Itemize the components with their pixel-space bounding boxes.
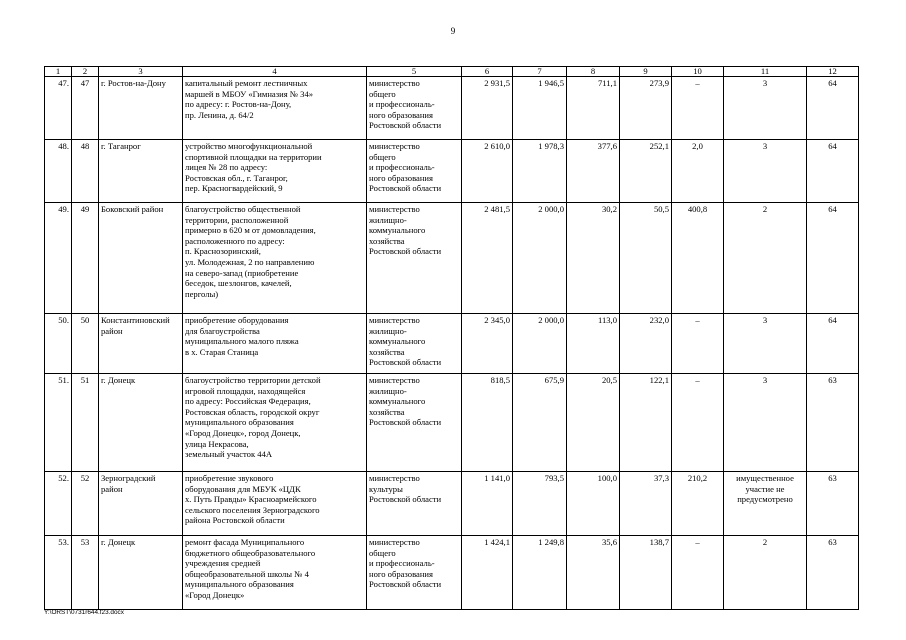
ministry-cell: министерство общего и профессиональ- ного образования Ростовской области	[367, 77, 462, 140]
value-cell-col12: 64	[807, 77, 859, 140]
value-cell-col9: 138,7	[620, 536, 672, 610]
table-row	[45, 374, 859, 472]
row-index: 50.	[45, 314, 72, 374]
municipality-cell: г. Ростов-на-Дону	[99, 77, 183, 140]
value-cell-col7: 793,5	[513, 472, 567, 536]
value-cell-col12: 64	[807, 203, 859, 314]
row-number: 52	[72, 472, 99, 536]
value-cell-col12: 63	[807, 472, 859, 536]
column-header: 2	[72, 67, 99, 77]
participation-cell: 2	[724, 536, 807, 610]
participation-cell: 2	[724, 203, 807, 314]
value-cell-col7: 675,9	[513, 374, 567, 472]
page-number: 9	[450, 26, 456, 36]
project-description-cell: приобретение звукового оборудования для МБУК «ЦДК х. Путь Правды» Красноармейского сельского поселения Зерноградского района Ростовской области	[183, 472, 367, 536]
value-cell-col10: –	[672, 536, 724, 610]
value-cell-col8: 30,2	[567, 203, 620, 314]
value-cell-col7: 1 978,3	[513, 140, 567, 203]
row-number: 53	[72, 536, 99, 610]
row-index: 47.	[45, 77, 72, 140]
table-row	[45, 314, 859, 374]
column-header: 5	[367, 67, 462, 77]
municipality-cell: г. Донецк	[99, 536, 183, 610]
row-number: 50	[72, 314, 99, 374]
value-cell-col12: 64	[807, 314, 859, 374]
participation-cell: 3	[724, 77, 807, 140]
municipality-cell: г. Донецк	[99, 374, 183, 472]
value-cell-col10: 210,2	[672, 472, 724, 536]
value-cell-col6: 2 481,5	[462, 203, 513, 314]
column-header: 12	[807, 67, 859, 77]
projects-table-container	[44, 66, 859, 610]
value-cell-col7: 2 000,0	[513, 203, 567, 314]
value-cell-col12: 63	[807, 536, 859, 610]
column-header: 8	[567, 67, 620, 77]
column-header: 10	[672, 67, 724, 77]
header-row	[45, 67, 859, 77]
row-number: 48	[72, 140, 99, 203]
municipality-cell: г. Таганрог	[99, 140, 183, 203]
value-cell-col6: 2 610,0	[462, 140, 513, 203]
value-cell-col6: 2 345,0	[462, 314, 513, 374]
ministry-cell: министерство жилищно- коммунального хозяйства Ростовской области	[367, 374, 462, 472]
ministry-cell: министерство общего и профессиональ- ного образования Ростовской области	[367, 140, 462, 203]
column-header: 4	[183, 67, 367, 77]
project-description-cell: устройство многофункциональной спортивной площадки на территории лицея № 28 по адресу: Ростовская обл., г. Таганрог, пер. Красногвардейский, 9	[183, 140, 367, 203]
row-number: 49	[72, 203, 99, 314]
table-row	[45, 77, 859, 140]
table-row	[45, 472, 859, 536]
value-cell-col6: 2 931,5	[462, 77, 513, 140]
column-header: 3	[99, 67, 183, 77]
project-description-cell: ремонт фасада Муниципального бюджетного общеобразовательного учреждения средней общеобразовательной школы № 4 муниципального образования «Город Донецк»	[183, 536, 367, 610]
value-cell-col6: 818,5	[462, 374, 513, 472]
participation-cell: 3	[724, 314, 807, 374]
value-cell-col9: 273,9	[620, 77, 672, 140]
footer-file-path: Y:\ORST\0731r644.f23.docx	[44, 609, 124, 616]
row-number: 47	[72, 77, 99, 140]
value-cell-col8: 113,0	[567, 314, 620, 374]
participation-cell: имущественное участие не предусмотрено	[724, 472, 807, 536]
value-cell-col12: 64	[807, 140, 859, 203]
value-cell-col6: 1 141,0	[462, 472, 513, 536]
value-cell-col10: 400,8	[672, 203, 724, 314]
projects-table	[44, 66, 859, 610]
value-cell-col10: 2,0	[672, 140, 724, 203]
ministry-cell: министерство жилищно- коммунального хозяйства Ростовской области	[367, 203, 462, 314]
value-cell-col7: 2 000,0	[513, 314, 567, 374]
value-cell-col9: 37,3	[620, 472, 672, 536]
row-index: 48.	[45, 140, 72, 203]
row-index: 52.	[45, 472, 72, 536]
ministry-cell: министерство общего и профессиональ- ного образования Ростовской области	[367, 536, 462, 610]
municipality-cell: Константиновский район	[99, 314, 183, 374]
value-cell-col6: 1 424,1	[462, 536, 513, 610]
value-cell-col8: 377,6	[567, 140, 620, 203]
row-number: 51	[72, 374, 99, 472]
row-index: 49.	[45, 203, 72, 314]
value-cell-col9: 252,1	[620, 140, 672, 203]
participation-cell: 3	[724, 140, 807, 203]
table-row	[45, 536, 859, 610]
value-cell-col7: 1 946,5	[513, 77, 567, 140]
ministry-cell: министерство культуры Ростовской области	[367, 472, 462, 536]
value-cell-col10: –	[672, 374, 724, 472]
value-cell-col8: 100,0	[567, 472, 620, 536]
value-cell-col7: 1 249,8	[513, 536, 567, 610]
value-cell-col8: 35,6	[567, 536, 620, 610]
column-header: 1	[45, 67, 72, 77]
value-cell-col9: 50,5	[620, 203, 672, 314]
column-header: 11	[724, 67, 807, 77]
table-row	[45, 140, 859, 203]
participation-cell: 3	[724, 374, 807, 472]
project-description-cell: благоустройство общественной территории, расположенной примерно в 620 м от домовладения, расположенного по адресу: п. Краснозоринский, ул. Молодежная, 2 по направлению на северо-запад (приобретение беседок, шезлонгов, качелей, перголы)	[183, 203, 367, 314]
municipality-cell: Зерноградский район	[99, 472, 183, 536]
value-cell-col10: –	[672, 77, 724, 140]
project-description-cell: приобретение оборудования для благоустройства муниципального малого пляжа в х. Старая Станица	[183, 314, 367, 374]
column-header: 7	[513, 67, 567, 77]
table-row	[45, 203, 859, 314]
municipality-cell: Боковский район	[99, 203, 183, 314]
value-cell-col10: –	[672, 314, 724, 374]
row-index: 53.	[45, 536, 72, 610]
value-cell-col8: 711,1	[567, 77, 620, 140]
project-description-cell: капитальный ремонт лестничных маршей в МБОУ «Гимназия № 34» по адресу: г. Ростов-на-Дону, пр. Ленина, д. 64/2	[183, 77, 367, 140]
column-header: 9	[620, 67, 672, 77]
value-cell-col12: 63	[807, 374, 859, 472]
value-cell-col9: 232,0	[620, 314, 672, 374]
project-description-cell: благоустройство территории детской игровой площадки, находящейся по адресу: Российская Федерация, Ростовская область, городской округ муниципального образования «Город Донецк», город Донецк, улица Некрасова, земельный участок 44А	[183, 374, 367, 472]
value-cell-col8: 20,5	[567, 374, 620, 472]
row-index: 51.	[45, 374, 72, 472]
column-header: 6	[462, 67, 513, 77]
value-cell-col9: 122,1	[620, 374, 672, 472]
ministry-cell: министерство жилищно- коммунального хозяйства Ростовской области	[367, 314, 462, 374]
